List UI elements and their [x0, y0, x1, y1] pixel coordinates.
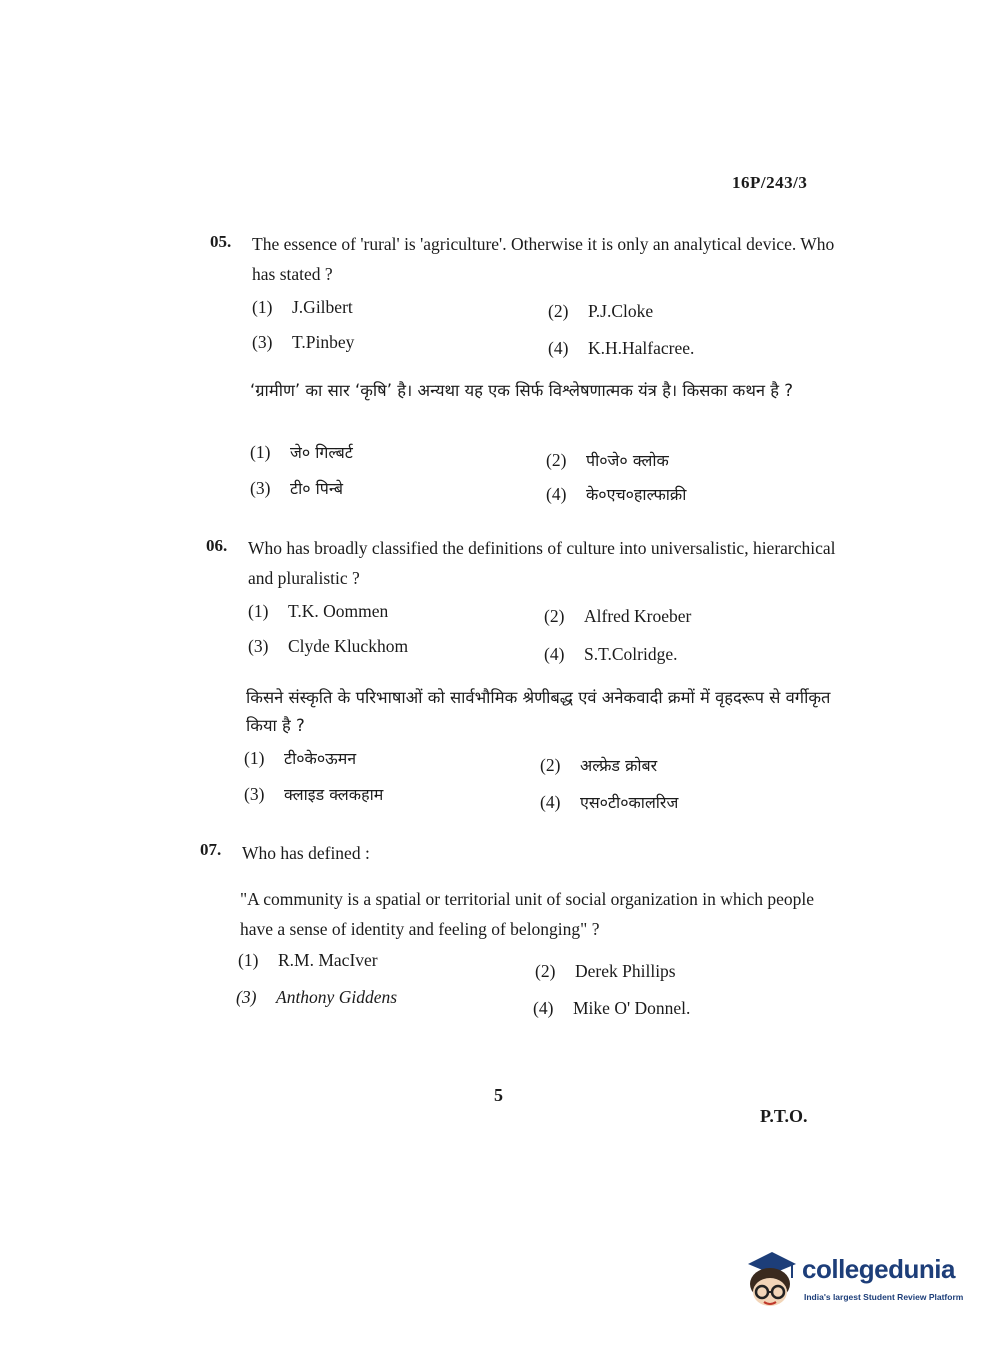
option-4-en: (4) S.T.Colridge. [544, 644, 678, 664]
definition-quote: "A community is a spatial or territorial unit of social organization in which people have a sense of identity and feeling of belonging" ? [240, 889, 814, 939]
option-1-en: (1) T.K. Oommen [248, 601, 389, 621]
question-number: 07. [200, 840, 222, 859]
option-2-hi: (2) अल्फ्रेड क्रोबर [540, 755, 658, 775]
question-text-en: Who has broadly classified the definitions of culture into universalistic, hierarchical and pluralistic ? [248, 538, 836, 588]
option-4-en: (4) K.H.Halfacree. [548, 338, 695, 358]
option-4-hi: (4) एस०टी०कालरिज [540, 792, 679, 812]
option-2-hi: (2) पी०जे० क्लोक [546, 450, 669, 470]
question-text-hi: किसने संस्कृति के परिभाषाओं को सार्वभौमिक श्रेणीबद्ध एवं अनेकवादी क्रमों में वृहदरूप से वर्गीकृत किया है ? [246, 688, 831, 735]
student-mascot-icon [742, 1250, 800, 1312]
option-2-en: (2) P.J.Cloke [548, 301, 654, 321]
brand-tagline: India's largest Student Review Platform [804, 1292, 964, 1302]
option-1-hi: (1) टी०के०ऊमन [244, 748, 357, 768]
option-3-en: (3) Clyde Kluckhom [248, 636, 409, 656]
question-number: 06. [206, 536, 228, 555]
option-1-en: (1) R.M. MacIver [238, 950, 378, 970]
question-text-en: The essence of 'rural' is 'agriculture'. Otherwise it is only an analytical device. Who has stated ? [252, 234, 835, 284]
option-4-en: (4) Mike O' Donnel. [533, 998, 691, 1018]
collegedunia-logo [742, 1250, 972, 1320]
question-text-en: Who has defined : [242, 843, 370, 863]
option-2-en: (2) Derek Phillips [535, 961, 676, 981]
pto-label: P.T.O. [760, 1106, 808, 1126]
option-3-en: (3) T.Pinbey [252, 332, 355, 352]
option-4-hi: (4) के०एच०हाल्फाक्री [546, 484, 687, 504]
option-3-hi: (3) क्लाइड क्लकहाम [244, 784, 384, 804]
option-3-en: (3) Anthony Giddens [236, 987, 398, 1007]
question-text-hi: ‘ग्रामीण’ का सार ‘कृषि’ है। अन्यथा यह एक सिर्फ विश्लेषणात्मक यंत्र है। किसका कथन है ? [250, 381, 794, 400]
paper-code: 16P/243/3 [732, 173, 808, 192]
option-3-hi: (3) टी० पिन्बे [250, 478, 344, 498]
page-number: 5 [494, 1085, 503, 1105]
brand-name: collegedunia [802, 1254, 955, 1284]
option-2-en: (2) Alfred Kroeber [544, 606, 692, 626]
option-1-hi: (1) जे० गिल्बर्ट [250, 442, 353, 462]
question-number: 05. [210, 232, 232, 251]
option-1-en: (1) J.Gilbert [252, 297, 353, 317]
